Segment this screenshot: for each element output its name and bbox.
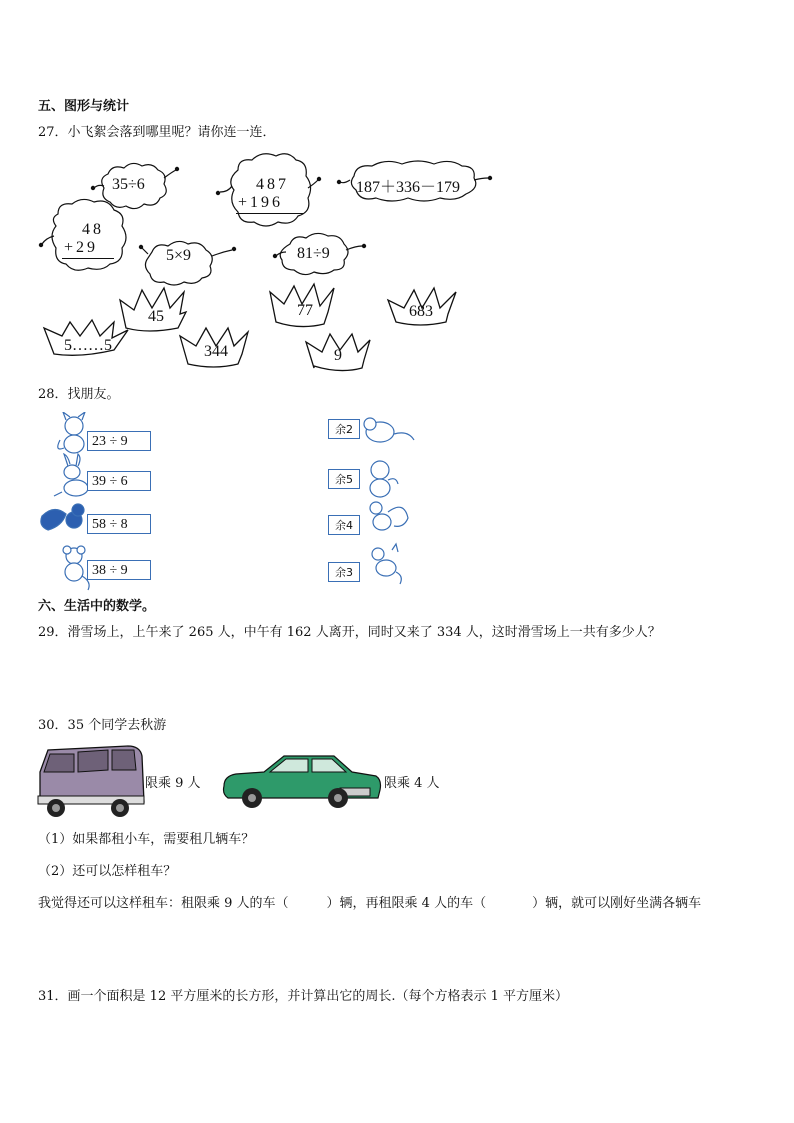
expression-box-3: 58 ÷ 8 — [87, 514, 151, 534]
grass-5-text: 344 — [204, 343, 228, 360]
right-animal-3 — [370, 502, 408, 530]
right-animal-1 — [364, 418, 414, 442]
question-29-prompt: 29．滑雪场上，上午来了 265 人，中午有 162 人离开，同时又来了 334 人，这时滑雪场上一共有多少人？ — [38, 625, 661, 640]
cloud-2-rule — [236, 213, 304, 214]
question-28-prompt: 28．找朋友。 — [38, 387, 120, 402]
expression-box-2: 39 ÷ 6 — [87, 471, 151, 491]
cloud-2-line-2: +196 — [238, 194, 284, 211]
van-icon — [36, 744, 146, 818]
question-30-sub-1: （1）如果都租小车，需要租几辆车？ — [38, 832, 255, 847]
squirrel-icon — [41, 504, 84, 530]
section-6-title: 六、生活中的数学。 — [38, 599, 156, 614]
car-capacity-label: 限乘 4 人 — [384, 776, 440, 791]
right-animal-2 — [370, 461, 398, 497]
car-icon — [220, 754, 382, 810]
cloud-6-text: 81÷9 — [297, 245, 330, 262]
remainder-box-4: 余3 — [328, 562, 360, 582]
question-30-prompt: 30．35 个同学去秋游 — [38, 718, 167, 733]
cloud-2-line-1: 487 — [256, 176, 289, 193]
remainder-box-2: 余5 — [328, 469, 360, 489]
cloud-4-rule — [62, 258, 114, 259]
section-5-title: 五、图形与统计 — [38, 99, 130, 114]
cloud-4-line-2: +29 — [64, 239, 99, 256]
question-27-prompt: 27．小飞絮会落到哪里呢？请你连一连． — [38, 125, 276, 140]
right-animal-4 — [372, 544, 401, 584]
grass-3-text: 683 — [409, 303, 433, 320]
mouse-icon — [63, 546, 89, 590]
grass-4-text: 5……5 — [64, 337, 112, 354]
cat-icon — [58, 412, 85, 453]
rabbit-icon — [54, 454, 88, 496]
expression-box-1: 23 ÷ 9 — [87, 431, 151, 451]
cloud-3-text: 187＋336－179 — [356, 179, 461, 196]
question-31-prompt: 31．画一个面积是 12 平方厘米的长方形，并计算出它的周长.（每个方格表示 1 平方厘米） — [38, 989, 569, 1004]
cloud-5-text: 5×9 — [166, 247, 192, 264]
van-capacity-label: 限乘 9 人 — [145, 776, 201, 791]
fill-part-a: 我觉得还可以这样租车：租限乘 9 人的车（ — [38, 896, 289, 911]
remainder-box-1: 余2 — [328, 419, 360, 439]
cloud-4-line-1: 48 — [82, 221, 104, 238]
fill-part-c: ）辆，就可以刚好坐满各辆车 — [532, 896, 702, 911]
question-30-fill-sentence — [38, 895, 701, 913]
grass-2-text: 77 — [297, 302, 313, 319]
question-30-sub-2: （2）还可以怎样租车？ — [38, 864, 177, 879]
grass-6-text: 9 — [334, 347, 342, 364]
fill-part-b: ）辆，再租限乘 4 人的车（ — [326, 896, 487, 911]
grass-1-text: 45 — [148, 308, 164, 325]
remainder-box-3: 余4 — [328, 515, 360, 535]
expression-box-4: 38 ÷ 9 — [87, 560, 151, 580]
cloud-1-text: 35÷6 — [112, 176, 145, 193]
